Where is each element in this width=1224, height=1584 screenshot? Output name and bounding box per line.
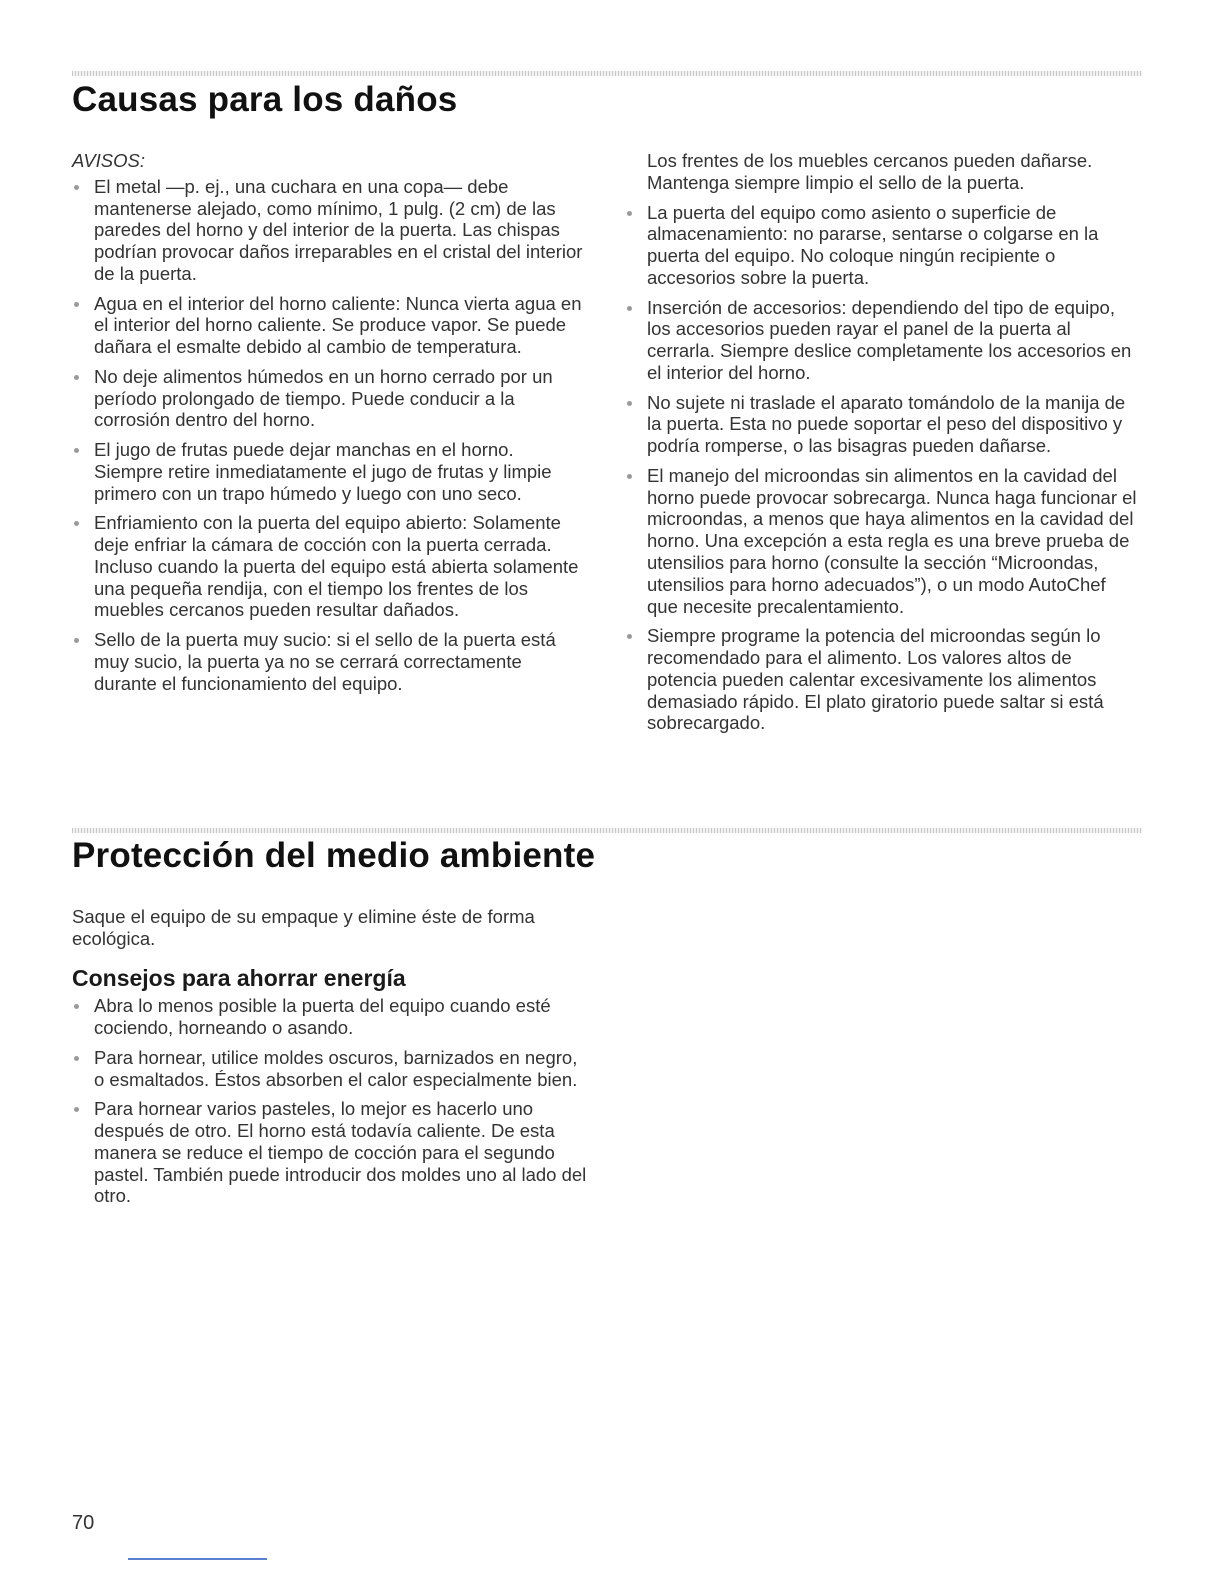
list-item: El jugo de frutas puede dejar manchas en el horno. Siempre retire inmediatamente el jugo de frutas y limpie primero con un trapo húmedo y luego con uno seco.	[72, 439, 584, 504]
bullet-icon	[74, 185, 79, 190]
damage-left-column	[72, 150, 584, 702]
page-number: 70	[72, 1512, 95, 1534]
environment-column	[72, 906, 592, 1215]
bullet-icon	[74, 1056, 79, 1061]
bullet-icon	[74, 638, 79, 643]
list-item: Sello de la puerta muy sucio: si el sello de la puerta está muy sucio, la puerta ya no se cerrará correctamente durante el funcionamiento del equipo.	[72, 629, 584, 694]
bullet-icon	[627, 306, 632, 311]
section-title-environment: Protección del medio ambiente	[72, 836, 596, 875]
list-item: Para hornear varios pasteles, lo mejor es hacerlo uno después de otro. El horno está todavía caliente. De esta manera se reduce el tiempo de cocción para el segundo pastel. También puede introducir dos moldes uno al lado del otro.	[72, 1098, 592, 1207]
bullet-icon	[627, 634, 632, 639]
damage-warnings-list-right	[625, 202, 1140, 735]
bullet-icon	[74, 1004, 79, 1009]
bullet-icon	[627, 401, 632, 406]
section-divider-top	[72, 71, 1142, 76]
list-item: El manejo del microondas sin alimentos en la cavidad del horno puede provocar sobrecarga. Nunca haga funcionar el microondas, a menos que haya alimentos en la cavidad del horno. Una excepción a esta regla es una breve prueba de utensilios para horno (consulte la sección “Microondas, utensilios para horno adecuados”), o un modo AutoChef que necesite precalentamiento.	[625, 465, 1140, 618]
footer-line	[128, 1558, 267, 1560]
energy-tips-subtitle: Consejos para ahorrar energía	[72, 964, 406, 991]
bullet-icon	[74, 302, 79, 307]
bullet-icon	[74, 448, 79, 453]
damage-warnings-list-left	[72, 176, 584, 695]
list-item: Abra lo menos posible la puerta del equipo cuando esté cociendo, horneando o asando.	[72, 995, 592, 1039]
list-item: Enfriamiento con la puerta del equipo abierto: Solamente deje enfriar la cámara de cocción con la puerta cerrada. Incluso cuando la puerta del equipo está abierta solamente una pequeña rendija, con el tiempo los frentes de los muebles cercanos pueden resultar dañados.	[72, 512, 584, 621]
list-item: Inserción de accesorios: dependiendo del tipo de equipo, los accesorios pueden rayar el panel de la puerta al cerrarla. Siempre deslice completamente los accesorios en el interior del horno.	[625, 297, 1140, 384]
list-item: Siempre programe la potencia del microondas según lo recomendado para el alimento. Los valores altos de potencia pueden calentar excesivamente los alimentos demasiado rápido. El plato giratorio puede saltar si está sobrecargado.	[625, 625, 1140, 734]
warnings-label: AVISOS:	[72, 150, 146, 171]
right-column-lead: Los frentes de los muebles cercanos pueden dañarse. Mantenga siempre limpio el sello de la puerta.	[647, 150, 1093, 193]
bullet-icon	[74, 521, 79, 526]
section-title-damage: Causas para los daños	[72, 80, 458, 119]
list-item: La puerta del equipo como asiento o superficie de almacenamiento: no pararse, sentarse o colgarse en la puerta del equipo. No coloque ningún recipiente o accesorios sobre la puerta.	[625, 202, 1140, 289]
bullet-icon	[74, 375, 79, 380]
bullet-icon	[627, 211, 632, 216]
bullet-icon	[627, 474, 632, 479]
environment-intro: Saque el equipo de su empaque y elimine éste de forma ecológica.	[72, 906, 535, 949]
list-item: No sujete ni traslade el aparato tomándolo de la manija de la puerta. Esta no puede soportar el peso del dispositivo y podría romperse, o las bisagras pueden dañarse.	[625, 392, 1140, 457]
list-item: Agua en el interior del horno caliente: Nunca vierta agua en el interior del horno caliente. Se produce vapor. Se puede dañara el esmalte debido al cambio de temperatura.	[72, 293, 584, 358]
bullet-icon	[74, 1107, 79, 1112]
damage-right-column	[625, 150, 1140, 742]
list-item: El metal —p. ej., una cuchara en una copa— debe mantenerse alejado, como mínimo, 1 pulg. (2 cm) de las paredes del horno y del interior de la puerta. Las chispas podrían provocar daños irreparables en el cristal del interior de la puerta.	[72, 176, 584, 285]
list-item: Para hornear, utilice moldes oscuros, barnizados en negro, o esmaltados. Éstos absorben el calor especialmente bien.	[72, 1047, 592, 1091]
energy-tips-list	[72, 995, 592, 1207]
section-divider-middle	[72, 828, 1142, 833]
list-item: No deje alimentos húmedos en un horno cerrado por un período prolongado de tiempo. Puede conducir a la corrosión dentro del horno.	[72, 366, 584, 431]
